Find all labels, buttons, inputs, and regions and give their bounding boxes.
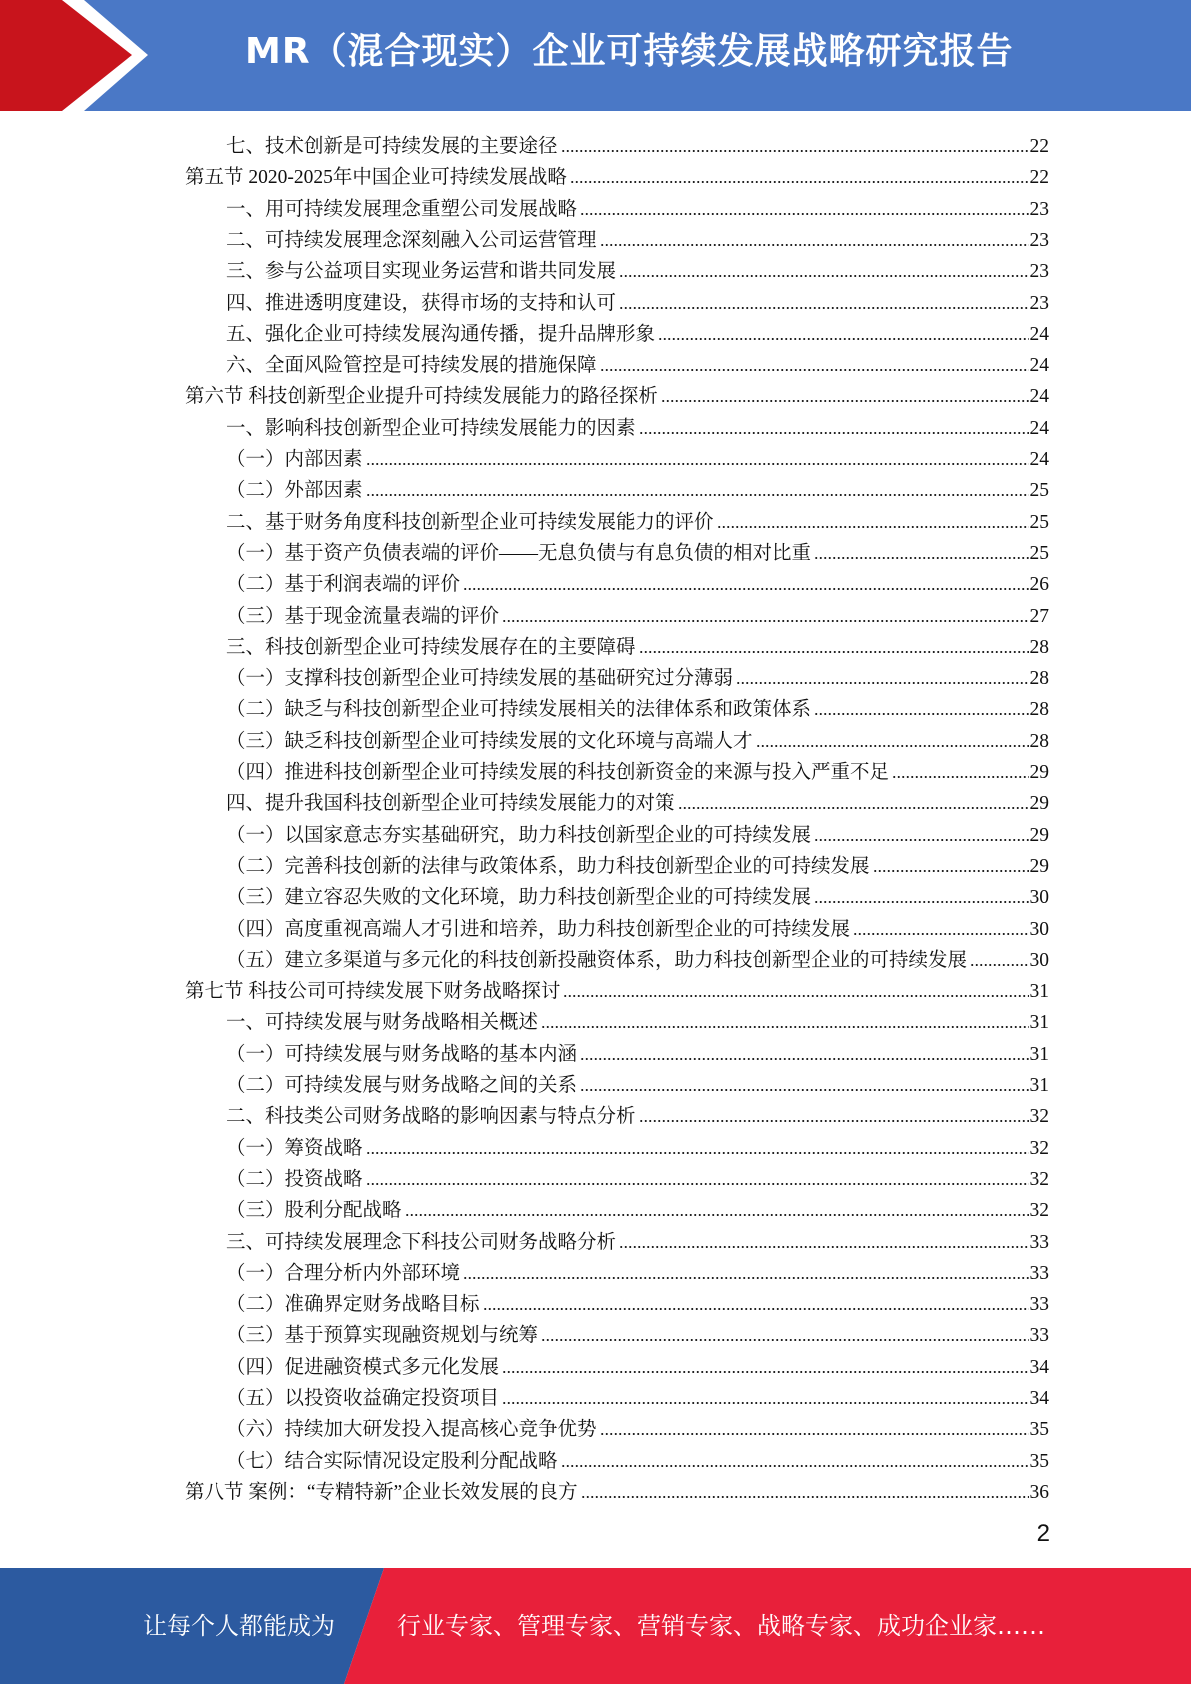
toc-entry-title: 二、可持续发展理念深刻融入公司运营管理 [226, 229, 597, 251]
toc-entry-title: 二、科技类公司财务战略的影响因素与特点分析 [226, 1106, 636, 1128]
toc-dot-leader [756, 743, 1029, 749]
toc-dot-leader [366, 1150, 1029, 1156]
toc-entry-page: 32 [1029, 1168, 1049, 1190]
toc-entry[interactable] [226, 691, 1049, 722]
toc-dot-leader [892, 774, 1028, 780]
toc-entry-title: 四、提升我国科技创新型企业可持续发展能力的对策 [226, 793, 675, 815]
toc-entry[interactable] [226, 472, 1049, 503]
toc-dot-leader [661, 398, 1029, 404]
toc-entry-title: 二、基于财务角度科技创新型企业可持续发展能力的评价 [226, 511, 714, 533]
toc-entry-title: （一）以国家意志夯实基础研究，助力科技创新型企业的可持续发展 [226, 824, 812, 846]
toc-entry-title: 第五节 2020-2025年中国企业可持续发展战略 [185, 167, 567, 189]
toc-dot-leader [502, 618, 1028, 624]
page-number: 2 [1036, 1520, 1050, 1547]
toc-entry-title: （二）完善科技创新的法律与政策体系，助力科技创新型企业的可持续发展 [226, 855, 870, 877]
toc-entry[interactable] [226, 1098, 1049, 1129]
toc-dot-leader [639, 430, 1029, 436]
toc-entry[interactable] [226, 598, 1049, 629]
toc-entry-page: 30 [1029, 918, 1049, 940]
toc-entry[interactable] [226, 1380, 1049, 1411]
toc-entry-title: （二）缺乏与科技创新型企业可持续发展相关的法律体系和政策体系 [226, 699, 812, 721]
toc-dot-leader [619, 305, 1028, 311]
toc-entry[interactable] [226, 911, 1049, 942]
toc-dot-leader [563, 993, 1028, 999]
toc-entry-title: （四）推进科技创新型企业可持续发展的科技创新资金的来源与投入严重不足 [226, 762, 890, 783]
toc-entry[interactable] [185, 159, 1049, 190]
toc-entry-title: 七、技术创新是可持续发展的主要途径 [226, 136, 558, 157]
toc-entry-page: 36 [1029, 1481, 1049, 1503]
toc-dot-leader [600, 1431, 1029, 1437]
toc-entry-title: （三）缺乏科技创新型企业可持续发展的文化环境与高端人才 [226, 730, 753, 752]
toc-entry[interactable] [226, 410, 1049, 441]
toc-dot-leader [483, 1306, 1029, 1312]
toc-entry[interactable] [226, 222, 1049, 253]
toc-entry-page: 25 [1029, 480, 1049, 502]
toc-entry-title: 第七节 科技公司可持续发展下财务战略探讨 [185, 981, 561, 1003]
toc-entry[interactable] [226, 128, 1049, 159]
toc-dot-leader [366, 492, 1029, 498]
toc-entry-page: 33 [1029, 1231, 1049, 1253]
toc-dot-leader [814, 899, 1028, 905]
toc-entry-page: 31 [1029, 1043, 1049, 1065]
toc-entry-title: （四）促进融资模式多元化发展 [226, 1356, 500, 1378]
toc-entry-title: （五）建立多渠道与多元化的科技创新投融资体系，助力科技创新型企业的可持续发展 [226, 949, 968, 971]
toc-entry[interactable] [226, 848, 1049, 879]
toc-dot-leader [366, 1181, 1029, 1187]
toc-dot-leader [600, 242, 1029, 248]
toc-entry[interactable] [226, 191, 1049, 222]
toc-entry-title: 一、影响科技创新型企业可持续发展能力的因素 [226, 417, 636, 439]
toc-entry-page: 30 [1029, 887, 1049, 909]
footer-slogan-left: 让每个人都能成为 [143, 1612, 335, 1640]
toc-entry-page: 24 [1029, 386, 1049, 408]
toc-entry-page: 24 [1029, 449, 1049, 470]
toc-entry[interactable] [226, 1349, 1049, 1380]
toc-entry-page: 24 [1029, 323, 1049, 345]
toc-entry[interactable] [226, 441, 1049, 472]
toc-dot-leader [541, 1024, 1028, 1030]
toc-dot-leader [580, 211, 1028, 217]
toc-dot-leader [541, 1337, 1028, 1343]
toc-dot-leader [619, 1244, 1028, 1250]
report-title: MR（混合现实）企业可持续发展战略研究报告 [245, 31, 1014, 72]
toc-entry-page: 23 [1029, 261, 1049, 283]
toc-entry[interactable] [226, 1130, 1049, 1161]
toc-entry[interactable] [226, 1004, 1049, 1035]
toc-entry-title: 五、强化企业可持续发展沟通传播，提升品牌形象 [226, 323, 656, 345]
toc-dot-leader [814, 711, 1028, 717]
toc-entry-page: 27 [1029, 605, 1049, 627]
toc-dot-leader [580, 1056, 1028, 1062]
toc-entry-title: （五）以投资收益确定投资项目 [226, 1388, 500, 1409]
toc-dot-leader [580, 1087, 1028, 1093]
toc-entry-page: 22 [1029, 167, 1049, 189]
toc-entry-title: （一）合理分析内外部环境 [226, 1262, 461, 1284]
toc-entry[interactable] [226, 1161, 1049, 1192]
toc-entry-page: 25 [1029, 511, 1049, 533]
toc-dot-leader [639, 1118, 1029, 1124]
toc-entry-title: （二）准确界定财务战略目标 [226, 1294, 480, 1316]
toc-dot-leader [619, 273, 1028, 279]
toc-entry[interactable] [226, 316, 1049, 347]
toc-dot-leader [639, 649, 1029, 655]
toc-entry-title: 四、推进透明度建设，获得市场的支持和认可 [226, 292, 617, 314]
toc-entry-title: （三）建立容忍失败的文化环境，助力科技创新型企业的可持续发展 [226, 887, 812, 909]
toc-entry[interactable] [185, 378, 1049, 409]
report-header [0, 0, 1191, 111]
toc-entry[interactable] [226, 1036, 1049, 1067]
toc-entry[interactable] [226, 817, 1049, 848]
toc-dot-leader [405, 1212, 1029, 1218]
toc-entry-title: （七）结合实际情况设定股利分配战略 [226, 1450, 558, 1472]
toc-entry-page: 33 [1029, 1325, 1049, 1347]
toc-dot-leader [736, 680, 1028, 686]
toc-entry-title: （三）股利分配战略 [226, 1200, 402, 1222]
toc-entry-title: 三、参与公益项目实现业务运营和谐共同发展 [226, 261, 617, 283]
toc-entry-page: 29 [1029, 824, 1049, 846]
toc-dot-leader [658, 336, 1028, 342]
toc-entry[interactable] [226, 253, 1049, 284]
toc-entry-page: 29 [1029, 762, 1049, 783]
toc-dot-leader [717, 524, 1029, 530]
footer-slogan-right: 行业专家、管理专家、营销专家、战略专家、成功企业家…… [397, 1612, 1045, 1640]
toc-entry-page: 31 [1029, 981, 1049, 1003]
toc-entry-page: 24 [1029, 355, 1049, 377]
toc-entry-page: 26 [1029, 574, 1049, 596]
toc-entry-title: 第八节 案例：“专精特新”企业长效发展的良方 [185, 1481, 578, 1503]
toc-entry-title: （一）可持续发展与财务战略的基本内涵 [226, 1043, 578, 1065]
toc-entry-title: （三）基于预算实现融资规划与统筹 [226, 1325, 539, 1347]
toc-entry[interactable] [226, 660, 1049, 691]
toc-entry-page: 31 [1029, 1012, 1049, 1034]
toc-entry-page: 23 [1029, 292, 1049, 314]
toc-entry[interactable] [185, 973, 1049, 1004]
toc-entry-title: （一）支撑科技创新型企业可持续发展的基础研究过分薄弱 [226, 668, 734, 690]
toc-entry-page: 34 [1029, 1388, 1049, 1409]
toc-entry-title: 第六节 科技创新型企业提升可持续发展能力的路径探析 [185, 386, 658, 408]
toc-entry-title: （二）投资战略 [226, 1168, 363, 1190]
toc-entry[interactable] [226, 347, 1049, 378]
toc-dot-leader [970, 962, 1028, 968]
toc-dot-leader [600, 367, 1029, 373]
toc-entry-title: 一、可持续发展与财务战略相关概述 [226, 1012, 539, 1034]
toc-dot-leader [873, 868, 1029, 874]
toc-dot-leader [502, 1400, 1028, 1406]
toc-entry-page: 32 [1029, 1106, 1049, 1128]
toc-dot-leader [502, 1369, 1028, 1375]
toc-entry-title: （二）可持续发展与财务战略之间的关系 [226, 1075, 578, 1096]
toc-dot-leader [814, 837, 1028, 843]
toc-entry-title: 三、可持续发展理念下科技公司财务战略分析 [226, 1231, 617, 1253]
toc-dot-leader [366, 461, 1029, 467]
toc-entry-title: 一、用可持续发展理念重塑公司发展战略 [226, 198, 578, 220]
toc-entry[interactable] [226, 942, 1049, 973]
toc-entry-page: 35 [1029, 1450, 1049, 1472]
toc-entry[interactable] [185, 1474, 1049, 1505]
toc-entry-page: 33 [1029, 1262, 1049, 1284]
toc-entry-page: 25 [1029, 542, 1049, 564]
toc-entry-page: 28 [1029, 636, 1049, 658]
toc-dot-leader [678, 805, 1029, 811]
toc-entry-page: 32 [1029, 1137, 1049, 1159]
toc-entry-title: （六）持续加大研发投入提高核心竞争优势 [226, 1419, 597, 1441]
toc-entry[interactable] [226, 629, 1049, 660]
toc-entry-page: 23 [1029, 198, 1049, 220]
toc-entry[interactable] [226, 535, 1049, 566]
toc-entry-page: 24 [1029, 417, 1049, 439]
toc-entry[interactable] [226, 1286, 1049, 1317]
toc-entry[interactable] [226, 1317, 1049, 1348]
toc-entry-title: 三、科技创新型企业可持续发展存在的主要障碍 [226, 636, 636, 658]
toc-entry-page: 34 [1029, 1356, 1049, 1378]
toc-entry[interactable] [226, 1224, 1049, 1255]
toc-entry-page: 29 [1029, 793, 1049, 815]
toc-entry[interactable] [226, 723, 1049, 754]
report-footer [0, 1568, 1191, 1684]
toc-entry[interactable] [226, 566, 1049, 597]
toc-entry[interactable] [226, 879, 1049, 910]
toc-entry[interactable] [226, 1411, 1049, 1442]
toc-dot-leader [561, 148, 1029, 154]
toc-entry-page: 28 [1029, 668, 1049, 690]
toc-dot-leader [463, 586, 1028, 592]
toc-entry-page: 32 [1029, 1200, 1049, 1222]
toc-entry[interactable] [226, 1067, 1049, 1098]
toc-entry-title: 六、全面风险管控是可持续发展的措施保障 [226, 355, 597, 377]
toc-entry[interactable] [226, 285, 1049, 316]
toc-entry-page: 23 [1029, 229, 1049, 251]
toc-entry-title: （二）外部因素 [226, 480, 363, 502]
toc-dot-leader [463, 1275, 1028, 1281]
toc-entry-title: （一）基于资产负债表端的评价——无息负债与有息负债的相对比重 [226, 542, 812, 564]
toc-entry-page: 28 [1029, 730, 1049, 752]
toc-entry-title: （一）内部因素 [226, 449, 363, 470]
toc-dot-leader [570, 179, 1029, 185]
toc-entry[interactable] [226, 754, 1049, 785]
toc-entry[interactable] [226, 504, 1049, 535]
toc-entry[interactable] [226, 785, 1049, 816]
toc-dot-leader [853, 931, 1028, 937]
toc-entry-title: （四）高度重视高端人才引进和培养，助力科技创新型企业的可持续发展 [226, 918, 851, 940]
toc-entry[interactable] [226, 1255, 1049, 1286]
toc-entry-page: 29 [1029, 855, 1049, 877]
toc-entry-page: 35 [1029, 1419, 1049, 1441]
toc-dot-leader [561, 1463, 1029, 1469]
toc-entry-title: （一）筹资战略 [226, 1137, 363, 1159]
toc-dot-leader [814, 555, 1028, 561]
toc-entry-title: （三）基于现金流量表端的评价 [226, 605, 500, 627]
toc-entry-page: 33 [1029, 1294, 1049, 1316]
toc-entry[interactable] [226, 1192, 1049, 1223]
toc-dot-leader [581, 1494, 1029, 1500]
toc-entry-title: （二）基于利润表端的评价 [226, 574, 461, 596]
toc-entry[interactable] [226, 1443, 1049, 1474]
toc-entry-page: 22 [1029, 136, 1049, 157]
toc-entry-page: 31 [1029, 1075, 1049, 1096]
toc-entry-page: 30 [1029, 949, 1049, 971]
toc-entry-page: 28 [1029, 699, 1049, 721]
